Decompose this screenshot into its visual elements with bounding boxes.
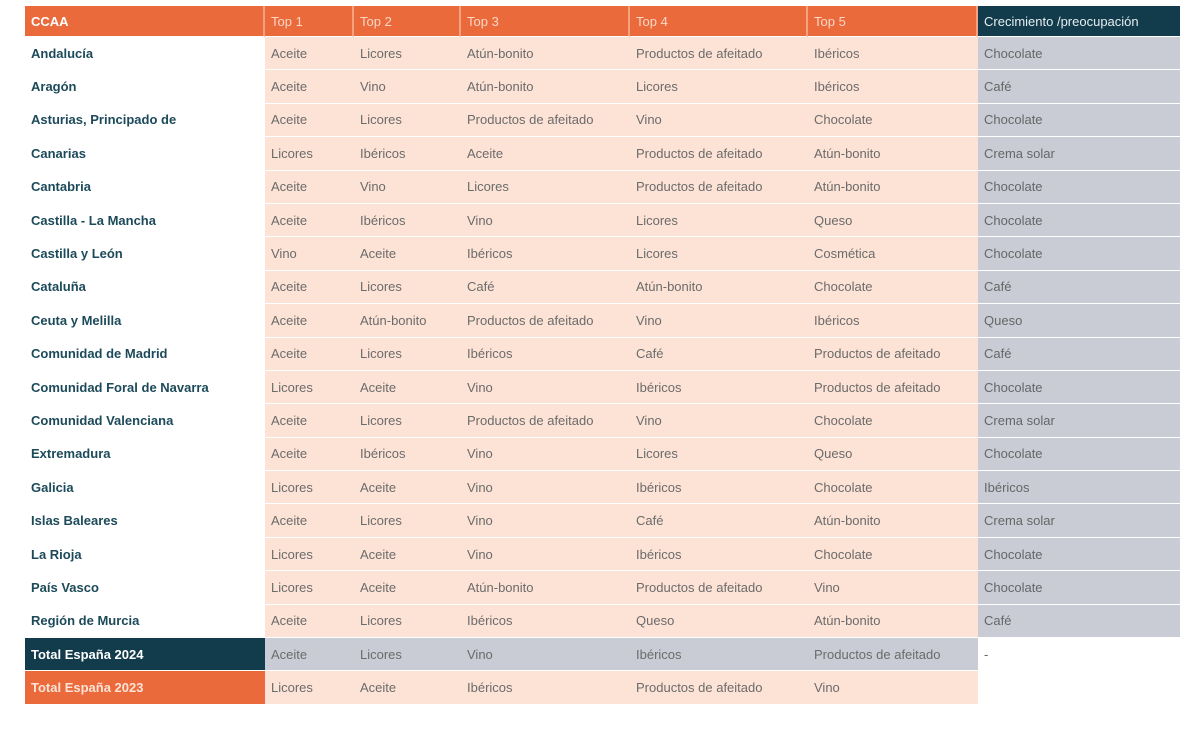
top-2-cell: Aceite <box>354 538 461 571</box>
column-header-3: Top 3 <box>461 6 630 37</box>
top-4-cell: Atún-bonito <box>630 271 808 304</box>
top-2-cell: Licores <box>354 504 461 537</box>
region-cell: Extremadura <box>25 438 265 471</box>
top-2-cell: Aceite <box>354 571 461 604</box>
growth-cell: Café <box>978 70 1180 103</box>
column-header-1: Top 1 <box>265 6 354 37</box>
growth-cell: - <box>978 638 1180 671</box>
table-row <box>25 171 1180 204</box>
top-1-cell: Aceite <box>265 271 354 304</box>
table-row <box>25 538 1180 571</box>
table-row <box>25 471 1180 504</box>
top-4-cell: Vino <box>630 404 808 437</box>
growth-cell: Café <box>978 605 1180 638</box>
top-3-cell: Vino <box>461 204 630 237</box>
top-2-cell: Ibéricos <box>354 438 461 471</box>
top-3-cell: Café <box>461 271 630 304</box>
growth-cell: Chocolate <box>978 204 1180 237</box>
growth-cell: Chocolate <box>978 371 1180 404</box>
top-4-cell: Ibéricos <box>630 638 808 671</box>
region-cell: Total España 2024 <box>25 638 265 671</box>
top-1-cell: Licores <box>265 538 354 571</box>
top-1-cell: Aceite <box>265 204 354 237</box>
region-cell: Comunidad Foral de Navarra <box>25 371 265 404</box>
top-4-cell: Licores <box>630 438 808 471</box>
top-4-cell: Productos de afeitado <box>630 37 808 70</box>
table-row <box>25 70 1180 103</box>
top-2-cell: Aceite <box>354 237 461 270</box>
top-4-cell: Queso <box>630 605 808 638</box>
region-cell: Castilla y León <box>25 237 265 270</box>
top-1-cell: Licores <box>265 371 354 404</box>
region-cell: Canarias <box>25 137 265 170</box>
growth-cell: Chocolate <box>978 438 1180 471</box>
top-3-cell: Vino <box>461 638 630 671</box>
top-3-cell: Vino <box>461 438 630 471</box>
top-5-cell: Queso <box>808 438 978 471</box>
top-4-cell: Vino <box>630 304 808 337</box>
top-3-cell: Atún-bonito <box>461 571 630 604</box>
top-3-cell: Ibéricos <box>461 605 630 638</box>
top-4-cell: Café <box>630 338 808 371</box>
top-1-cell: Aceite <box>265 104 354 137</box>
table-row <box>25 237 1180 270</box>
region-cell: Cataluña <box>25 271 265 304</box>
top-2-cell: Licores <box>354 271 461 304</box>
top-4-cell: Ibéricos <box>630 471 808 504</box>
growth-cell: Chocolate <box>978 171 1180 204</box>
top-3-cell: Aceite <box>461 137 630 170</box>
region-cell: Comunidad Valenciana <box>25 404 265 437</box>
growth-cell: Chocolate <box>978 571 1180 604</box>
top-3-cell: Vino <box>461 538 630 571</box>
top-2-cell: Licores <box>354 404 461 437</box>
column-header-5: Top 5 <box>808 6 978 37</box>
column-header-4: Top 4 <box>630 6 808 37</box>
growth-cell: Crema solar <box>978 137 1180 170</box>
top-1-cell: Licores <box>265 671 354 704</box>
top-2-cell: Licores <box>354 104 461 137</box>
top-2-cell: Licores <box>354 638 461 671</box>
top-2-cell: Licores <box>354 605 461 638</box>
top-1-cell: Aceite <box>265 171 354 204</box>
top-4-cell: Productos de afeitado <box>630 137 808 170</box>
table-row <box>25 304 1180 337</box>
top-2-cell: Vino <box>354 70 461 103</box>
region-cell: Andalucía <box>25 37 265 70</box>
column-header-2: Top 2 <box>354 6 461 37</box>
top-3-cell: Atún-bonito <box>461 37 630 70</box>
top-5-cell: Atún-bonito <box>808 171 978 204</box>
table-row <box>25 338 1180 371</box>
growth-cell: Queso <box>978 304 1180 337</box>
region-cell: Ceuta y Melilla <box>25 304 265 337</box>
top-3-cell: Vino <box>461 504 630 537</box>
top-1-cell: Aceite <box>265 304 354 337</box>
growth-cell: Chocolate <box>978 104 1180 137</box>
region-cell: Región de Murcia <box>25 605 265 638</box>
top-2-cell: Licores <box>354 338 461 371</box>
region-cell: Aragón <box>25 70 265 103</box>
growth-cell: Chocolate <box>978 237 1180 270</box>
top-5-cell: Vino <box>808 571 978 604</box>
top-3-cell: Productos de afeitado <box>461 404 630 437</box>
top-3-cell: Productos de afeitado <box>461 304 630 337</box>
growth-cell: Chocolate <box>978 37 1180 70</box>
top-4-cell: Productos de afeitado <box>630 671 808 704</box>
top-1-cell: Aceite <box>265 638 354 671</box>
column-header-6: Crecimiento /preocupación <box>978 6 1180 37</box>
top-3-cell: Atún-bonito <box>461 70 630 103</box>
top-4-cell: Vino <box>630 104 808 137</box>
region-cell: La Rioja <box>25 538 265 571</box>
top-5-cell: Productos de afeitado <box>808 371 978 404</box>
growth-cell: Ibéricos <box>978 471 1180 504</box>
region-cell: Cantabria <box>25 171 265 204</box>
top-1-cell: Aceite <box>265 438 354 471</box>
top-5-cell: Ibéricos <box>808 70 978 103</box>
top-3-cell: Vino <box>461 471 630 504</box>
ccaa-top-products-table <box>25 6 1180 705</box>
region-cell: Total España 2023 <box>25 671 265 704</box>
top-2-cell: Ibéricos <box>354 204 461 237</box>
table-row <box>25 571 1180 604</box>
growth-cell: Crema solar <box>978 504 1180 537</box>
table-row <box>25 104 1180 137</box>
top-3-cell: Vino <box>461 371 630 404</box>
top-1-cell: Aceite <box>265 605 354 638</box>
top-4-cell: Licores <box>630 70 808 103</box>
top-4-cell: Productos de afeitado <box>630 571 808 604</box>
top-4-cell: Licores <box>630 204 808 237</box>
top-5-cell: Chocolate <box>808 538 978 571</box>
growth-cell: Crema solar <box>978 404 1180 437</box>
top-5-cell: Ibéricos <box>808 37 978 70</box>
top-5-cell: Chocolate <box>808 271 978 304</box>
top-1-cell: Aceite <box>265 338 354 371</box>
region-cell: Castilla - La Mancha <box>25 204 265 237</box>
top-3-cell: Ibéricos <box>461 338 630 371</box>
growth-cell: Café <box>978 271 1180 304</box>
table-row <box>25 37 1180 70</box>
top-2-cell: Ibéricos <box>354 137 461 170</box>
top-5-cell: Atún-bonito <box>808 137 978 170</box>
top-1-cell: Vino <box>265 237 354 270</box>
top-2-cell: Aceite <box>354 371 461 404</box>
top-4-cell: Ibéricos <box>630 538 808 571</box>
top-3-cell: Licores <box>461 171 630 204</box>
column-header-0: CCAA <box>25 6 265 37</box>
table-row <box>25 271 1180 304</box>
top-2-cell: Aceite <box>354 671 461 704</box>
growth-cell: Chocolate <box>978 538 1180 571</box>
top-2-cell: Vino <box>354 171 461 204</box>
top-5-cell: Ibéricos <box>808 304 978 337</box>
top-1-cell: Aceite <box>265 504 354 537</box>
top-1-cell: Licores <box>265 137 354 170</box>
top-2-cell: Atún-bonito <box>354 304 461 337</box>
top-5-cell: Queso <box>808 204 978 237</box>
total-2023-row <box>25 671 1180 704</box>
table-row <box>25 137 1180 170</box>
top-1-cell: Aceite <box>265 37 354 70</box>
top-5-cell: Vino <box>808 671 978 704</box>
top-5-cell: Cosmética <box>808 237 978 270</box>
top-3-cell: Productos de afeitado <box>461 104 630 137</box>
region-cell: Galicia <box>25 471 265 504</box>
table-row <box>25 504 1180 537</box>
top-1-cell: Licores <box>265 471 354 504</box>
top-5-cell: Productos de afeitado <box>808 338 978 371</box>
top-3-cell: Ibéricos <box>461 671 630 704</box>
top-5-cell: Chocolate <box>808 471 978 504</box>
top-5-cell: Atún-bonito <box>808 504 978 537</box>
header-row <box>25 6 1180 37</box>
growth-cell <box>978 671 1180 704</box>
top-1-cell: Licores <box>265 571 354 604</box>
top-4-cell: Productos de afeitado <box>630 171 808 204</box>
table-row <box>25 605 1180 638</box>
table-row <box>25 438 1180 471</box>
table-row <box>25 404 1180 437</box>
region-cell: Asturias, Principado de <box>25 104 265 137</box>
top-4-cell: Licores <box>630 237 808 270</box>
table-row <box>25 204 1180 237</box>
table-row <box>25 371 1180 404</box>
region-cell: Comunidad de Madrid <box>25 338 265 371</box>
top-5-cell: Chocolate <box>808 404 978 437</box>
top-5-cell: Productos de afeitado <box>808 638 978 671</box>
top-5-cell: Chocolate <box>808 104 978 137</box>
region-cell: País Vasco <box>25 571 265 604</box>
top-3-cell: Ibéricos <box>461 237 630 270</box>
top-5-cell: Atún-bonito <box>808 605 978 638</box>
top-4-cell: Ibéricos <box>630 371 808 404</box>
top-1-cell: Aceite <box>265 404 354 437</box>
top-2-cell: Aceite <box>354 471 461 504</box>
top-1-cell: Aceite <box>265 70 354 103</box>
top-2-cell: Licores <box>354 37 461 70</box>
top-4-cell: Café <box>630 504 808 537</box>
total-2024-row <box>25 638 1180 671</box>
region-cell: Islas Baleares <box>25 504 265 537</box>
growth-cell: Café <box>978 338 1180 371</box>
